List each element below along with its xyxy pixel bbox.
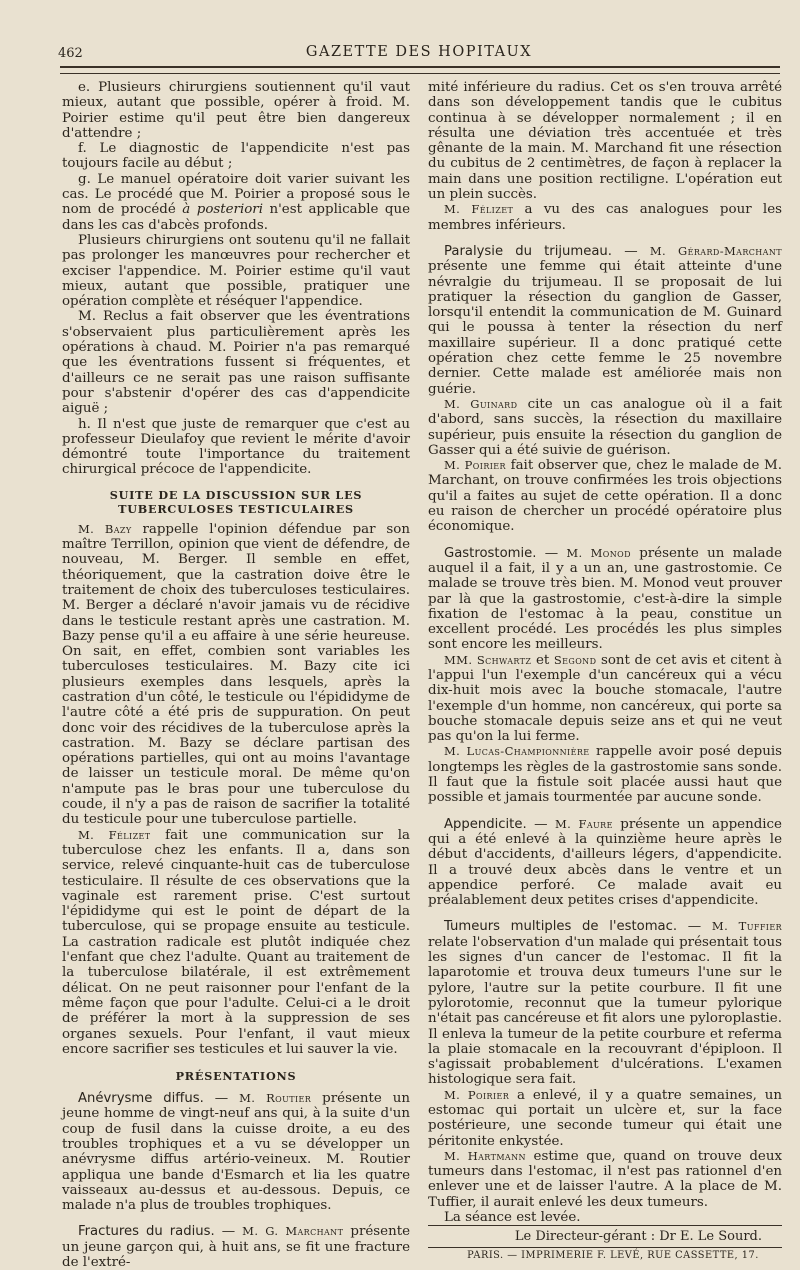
- paragraph: M. Reclus a fait observer que les éventrations s'observaient plus particulièrement après les opérations à chaud. M. Poirier n'a pas remarqué que les éventrations fussent si fréquentes, et d'ailleurs ce ne serait pas une raison suffisante pour s'abstenir d'opérer des cas d'appendicite aiguë ;: [62, 309, 410, 417]
- paragraph: MM. Schwartz et Segond sont de cet avis et citent à l'appui l'un l'exemple d'un cancéreux qui a vécu dix-huit mois avec la bouche stomacale, l'autre l'exemple d'un homme, non cancéreux, qui porte sa bouche stomacale depuis seize ans et qui ne veut pas qu'on la lui ferme.: [428, 652, 782, 745]
- paragraph: Appendicite. — M. Faure présente un appendice qui a été enlevé à la quinzième heure après le début d'accidents, d'ailleurs légers, d'appendicite. Il a trouvé deux abcès dans le ventre et un appendice perforé. Ce malade avait eu préalablement deux petites crises d'appendicite.: [428, 816, 782, 909]
- paragraph: M. Félizet fait une communication sur la tuberculose chez les enfants. Il a, dans son service, relevé cinquante-huit cas de tuberculose testiculaire. Il résulte de ces observations que la vaginale est rarement prise. C'est surtout l'épididyme qui est le point de départ de la tuberculose, qui se propage ensuite au testicule. La castration radicale est plutôt indiquée chez l'enfant que chez l'adulte. Quant au traitement de la tuberculose bilatérale, il est extrêmement délicat. On ne peut raisonner pour l'enfant de la même façon que pour l'adulte. Celui-ci a le droit de préférer la mort à la suppression de ses organes sexuels. Pour l'enfant, il vaut mieux encore sacrifier ses testicules et lui sauver la vie.: [62, 827, 410, 1057]
- italic-term: à posteriori: [182, 202, 263, 218]
- speaker-name: M. Bazy: [78, 521, 132, 536]
- paragraph: M. Lucas-Championnière rappelle avoir posé depuis longtemps les règles de la gastrostomie sans sonde. Il faut que la fistule soit placée aussi haut que possible et jamais tourmentée par aucune sonde.: [428, 744, 782, 806]
- paragraph: Anévrysme diffus. — M. Routier présente un jeune homme de vingt-neuf ans qui, à la suite d'un coup de fusil dans la cuisse droite, a eu des troubles trophiques et a vu se développer un anévrysme diffus artério-veineux. M. Routier appliqua une bande d'Esmarch et lia les quatre vaisseaux au-dessus et au-dessous. Depuis, ce malade n'a plus de troubles trophiques.: [62, 1091, 411, 1214]
- closing-line: La séance est levée.: [444, 1210, 581, 1226]
- paragraph: f. Le diagnostic de l'appendicite n'est pas toujours facile au début ;: [62, 141, 410, 172]
- subsection-title: Anévrysme diffus.: [78, 1091, 204, 1107]
- subsection-title: Tumeurs multiples de l'estomac.: [444, 919, 678, 935]
- speaker-name: M. Faure: [554, 816, 613, 831]
- speaker-name: M. Lucas-Championnière: [444, 744, 590, 759]
- paragraph: Plusieurs chirurgiens ont soutenu qu'il ne fallait pas prolonger les manœuvres pour rechercher et exciser l'appendice. M. Poirier estime qu'il vaut mieux, autant que possible, pratiquer une opération complète et réséquer l'appendice.: [62, 232, 410, 310]
- speaker-name: M. Félizet: [444, 202, 514, 217]
- speaker-name: M. Poirier: [444, 1087, 510, 1102]
- speaker-name: M. Routier: [239, 1091, 312, 1106]
- right-column: [428, 80, 783, 1261]
- subsection-title: Fractures du radius.: [78, 1224, 215, 1240]
- speaker-name: M. Guinard: [444, 396, 518, 411]
- section-heading: SUITE DE LA DISCUSSION SUR LES TUBERCULOSES TESTICULAIRES: [109, 487, 363, 516]
- paragraph: M. Félizet a vu des cas analogues pour les membres inférieurs.: [428, 202, 782, 233]
- paragraph: Tumeurs multiples de l'estomac. — M. Tuffier relate l'observation d'un malade qui présentait tous les signes d'un cancer de l'estomac. Il fit la laparotomie et trouva deux tumeurs l'une sur le pylore, l'autre sur la petite courbure. Il fit une pylorotomie, reconnut que la tumeur pylorique n'était pas cancéreuse et fit alors une pyloroplastie. Il enleva la tumeur de la petite courbure et referma la plaie stomacale en la recouvrant d'épiploon. Il s'agissait probablement d'ulcérations. L'examen histologique sera fait.: [428, 919, 783, 1088]
- paragraph: M. Guinard cite un cas analogue où il a fait d'abord, sans succès, la résection du maxillaire supérieur, puis ensuite la résection du ganglion de Gasser qui a été suivie de guérison.: [428, 396, 782, 458]
- speaker-name: M. Poirier: [444, 458, 506, 473]
- paragraph: M. Poirier fait observer que, chez le malade de M. Marchant, on trouve confirmées les trois objections qu'il a faites au sujet de cette opération. Il a donc eu raison de chercher un procédé opératoire plus économique.: [428, 458, 782, 535]
- speaker-name: M. Tuffier: [711, 919, 783, 934]
- paragraph: Paralysie du trijumeau. — M. Gérard-Marchant présente une femme qui était atteinte d'une névralgie du trijumeau. Il se proposait de lui pratiquer la résection du ganglion de Gasser, lorsqu'il entendit la communication de M. Guinard qui le poussa à tenter la résection du nerf maxillaire supérieur. Il a donc pratiqué cette opération chez cette femme le 25 novembre dernier. Cette malade est améliorée mais non guérie.: [428, 243, 782, 397]
- speaker-name: M. Monod: [566, 545, 631, 560]
- section-heading: PRÉSENTATIONS: [175, 1069, 297, 1084]
- journal-title: GAZETTE DES HOPITAUX: [305, 44, 533, 60]
- paragraph: e. Plusieurs chirurgiens soutiennent qu'il vaut mieux, autant que possible, opérer à froid. M. Poirier estime qu'il peut être bien dangereux d'attendre ;: [62, 80, 410, 141]
- subsection-title: Paralysie du trijumeau.: [444, 243, 612, 259]
- paragraph: M. Hartmann estime que, quand on trouve deux tumeurs dans l'estomac, il n'est pas rationnel d'en enlever une et de laisser l'autre. A la place de M. Tuffier, il aurait enlevé les deux tumeurs.: [428, 1148, 782, 1210]
- printer-imprint: PARIS. — IMPRIMERIE F. LEVÉ, RUE CASSETTE, 17.: [467, 1249, 759, 1261]
- page-header: [58, 42, 780, 64]
- speaker-name: M. Félizet: [78, 827, 151, 842]
- left-column: [62, 80, 411, 1270]
- speaker-name: M. Hartmann: [444, 1148, 526, 1163]
- paragraph: M. Poirier a enlevé, il y a quatre semaines, un estomac qui portait un ulcère et, sur la face postérieure, une seconde tumeur qui était une péritonite enkystée.: [428, 1087, 782, 1149]
- signature-line: Le Directeur-gérant : Dr E. Le Sourd.: [428, 1225, 782, 1244]
- speaker-name: M. Gérard-Marchant: [649, 243, 782, 258]
- paragraph: Fractures du radius. — M. G. Marchant présente un jeune garçon qui, à huit ans, se fit une fracture de l'extré-: [62, 1224, 410, 1270]
- speaker-name: MM. Schwartz: [444, 652, 532, 667]
- speaker-name: Segond: [553, 652, 597, 667]
- header-rule-thick: [60, 66, 780, 68]
- page-number: 462: [58, 46, 83, 61]
- paragraph: M. Bazy rappelle l'opinion défendue par son maître Terrillon, opinion que vient de défendre, de nouveau, M. Berger. Il semble en effet, théoriquement, que la castration doive être le traitement de choix des tuberculoses testiculaires. M. Berger a déclaré n'avoir jamais vu de récidive dans le testicule restant après une castration. M. Bazy pense qu'il a eu affaire à une série heureuse. On sait, en effet, combien sont variables les tuberculoses testiculaires. M. Bazy cite ici plusieurs exemples dans lesquels, après la castration d'un côté, le testicule ou l'épididyme de l'autre côté a été pris de suppuration. On peut donc voir des récidives de la tuberculose après la castration. M. Bazy se déclare partisan des opérations partielles, qui ont au moins l'avantage de laisser un testicule moral. De même qu'on n'ampute pas le bras pour une tuberculose du coude, il n'y a pas de raison de sacrifier la totalité du testicule pour une tuberculose partielle.: [62, 521, 410, 828]
- paragraph: mité inférieure du radius. Cet os s'en trouva arrêté dans son développement tandis que le cubitus continua à se développer normalement ; il en résulta une déviation très accentuée et très gênante de la main. M. Marchand fit une résection du cubitus de 2 centimètres, de façon à replacer la main dans une position rectiligne. L'opération eut un plein succès.: [428, 80, 782, 203]
- paragraph: h. Il n'est que juste de remarquer que c'est au professeur Dieulafoy que revient le mérite d'avoir démontré toute l'importance du traitement chirurgical précoce de l'appendicite.: [62, 416, 410, 478]
- paragraph: Gastrostomie. — M. Monod présente un malade auquel il a fait, il y a un an, une gastrostomie. Ce malade se trouve très bien. M. Monod veut prouver par là que la gastrostomie, c'est-à-dire la simple fixation de l'estomac à la peau, constitue un excellent procédé. Les procédés les plus simples sont encore les meilleurs.: [428, 545, 783, 653]
- speaker-name: M. G. Marchant: [242, 1224, 344, 1239]
- paragraph: g. Le manuel opératoire doit varier suivant les cas. Le procédé que M. Poirier a proposé sous le nom de procédé à posteriori n'est applicable que dans les cas d'abcès profonds.: [62, 171, 411, 233]
- subsection-title: Gastrostomie.: [444, 545, 537, 561]
- header-rule-thin: [60, 73, 780, 74]
- subsection-title: Appendicite.: [444, 816, 527, 832]
